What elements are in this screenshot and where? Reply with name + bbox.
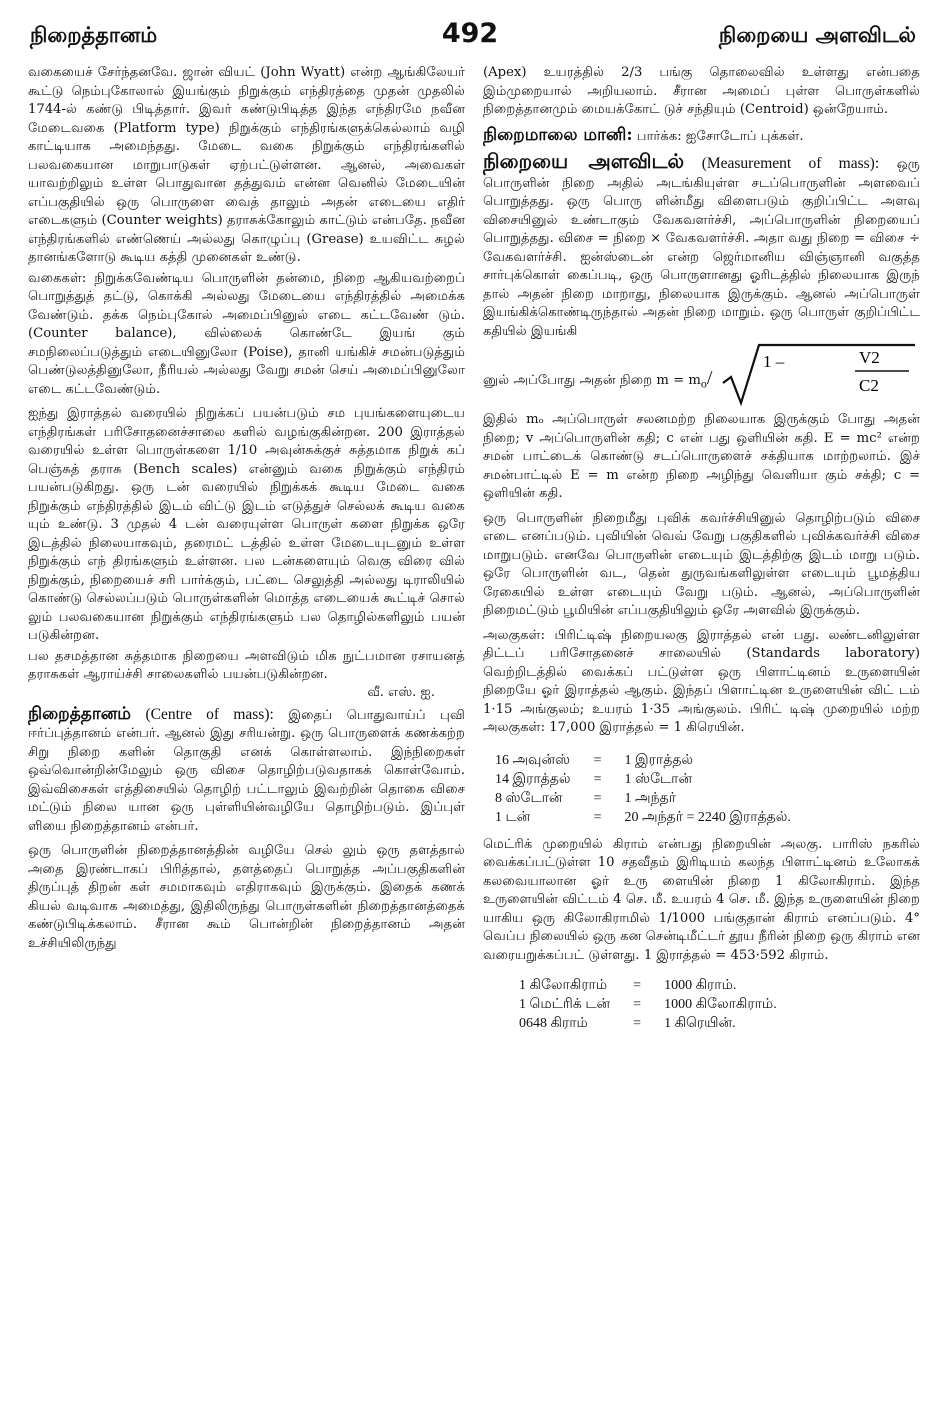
formula-slash: / bbox=[706, 367, 713, 389]
left-paragraph-6: ஒரு பொருளின் நிறைத்தானத்தின் வழியே செல் லும் ஒரு தளத்தால் அதை இரண்டாகப் பிரித்தால், தளத்தைப் பொறுத்த அப்பகுதிகளின் திருப்புத் திறன் கள் சமமாகவும் எதிராகவும் இருக்கும். இதைக் கணக் கியல் வடிவாக அமைத்து, இதிலிருந்து பொருள்களின் நிறைத்தானத்தைக் கண்டுபிடிக்கலாம். சீரான கூம் பொன்றின் நிறைத்தானம் அதன் உச்சியிலிருந்து bbox=[28, 843, 465, 951]
right-column bbox=[483, 64, 920, 1409]
equals-sign: = bbox=[633, 997, 642, 1012]
table-row bbox=[495, 790, 799, 809]
relativistic-mass-formula bbox=[483, 343, 920, 409]
left-paragraph-1: வகையைச் சேர்ந்தனவே. ஜான் வியட் (John Wyatt) என்ற ஆங்கிலேயர் கூட்டு நெம்புகோலால் இயங்கும் நிறுக்கும் எந்திரத்தை முதன் முதலில் 1744-ல் கண்டு பிடித்தார். இவர் கண்டுபிடித்த இந்த எந்திரமே நவீன மேடைவகை (Platform type) நிறுக்கும் எந்திரங்களுக்கெல்லாம் வழி காட்டியாக அமைந்தது. மேடை வகை நிறுக்கும் எந்திரங்களில் பலவகையான மாறுபாடுகள் ஏற்பட்டுள்ளன. ஆனல், அவைகள் யாவற்றிலும் உள்ள பொதுவான தத்துவம் என்ன வெனில் மேடையின் எப்பகுதியில் ஒரு பொருளை வைத் தாலும் அதன் எடையை எதிர் எடைகளும் (Counter weights) தராசுக்கோலும் காட்டும் என்பதே. நவீன எந்திரங்களில் எண்ணெய் அல்லது கொழுப்பு (Grease) உயவிட்ட சுழல் தானங்களோடு கூடிய கத்தி முனைகள் உண்டு. bbox=[28, 65, 465, 265]
unit-left: 16 அவுன்ஸ் bbox=[495, 752, 571, 768]
right-paragraph-units: அலகுகள்: பிரிட்டிஷ் நிறையலகு இராத்தல் என் பது. லண்டனிலுள்ள திட்டப் பரிசோதனைச் சாலையில் (Standards laboratory) வெற்றிடத்தில் வைக்கப் பட்டுள்ள ஒரு பிளாட்டினம் உருளையின் நிறையே ஓர் இராத்தல் ஆகும். இந்தப் பிளாட்டின உருளையின் விட் டம் 1·15 அங்குலம்; உயரம் 1·35 அங்குலம். பிரிட் டிஷ் முறையில் மற்ற அலகுகள்: 17,000 இராத்தல் = 1 கிரெயின். bbox=[483, 627, 920, 735]
formula-denominator: C2 bbox=[859, 376, 879, 395]
unit-left: 1 டன் bbox=[495, 809, 531, 825]
unit-right: 1000 கிலோகிராம். bbox=[664, 997, 777, 1012]
left-paragraph-2: வகைகள்: நிறுக்கவேண்டிய பொருளின் தன்மை, நிறை ஆகியவற்றைப் பொறுத்துத் தட்டு, கொக்கி அல்லது மேடையை எந்திரத்தில் அமைக்க வேண்டும். தக்க நெம்புகோல் அமைப்பினுல் எடை கட்டவேண் டும். (Counter balance), வில்லைக் கொண்டே இயங் கும் சமநிலைப்படுத்தும் எடையினுலோ (Poise), தானி யங்கிச் சமன்படுத்தும் பெண்டுலத்தினுலோ, நீரியல் அல்லது வேறு சமன் செய் அமைப்பினுலோ எடை கட்டவேண்டும். bbox=[28, 270, 465, 397]
section-mass-spectrometer bbox=[483, 126, 920, 147]
header-left-title: நிறைத்தானம் bbox=[30, 22, 158, 47]
table-row bbox=[519, 996, 785, 1015]
unit-right: 1000 கிராம். bbox=[664, 978, 737, 993]
table-row bbox=[495, 771, 799, 790]
section-measurement-of-mass bbox=[483, 149, 920, 341]
right-paragraph-weight: ஒரு பொருளின் நிறைமீது புவிக் கவர்ச்சியினுல் தொழிற்படும் விசை எடை எனப்படும். புவியின் வெவ் வேறு பகுதிகளில் புவிக்கவர்ச்சி விசை மாறுபடும். எனவே பொருளின் எடையும் இடத்திற்கு இடம் மாறு படும். ஒரே பொருளின் வட, தென் துருவங்களிலுள்ள எடையும் பூமத்திய ரேகையில் உள்ள எடையும் வேறு படும். ஆனல், அப்பொருளின் நிறைமட்டும் பூமியின் எப்பகுதியிலும் ஒரே அளவில் இருக்கும். bbox=[483, 510, 920, 618]
section-heading: நிறைமாலை மானி: bbox=[483, 124, 633, 145]
equals-sign: = bbox=[593, 771, 602, 787]
section-heading: நிறையை அளவிடல் bbox=[483, 149, 685, 173]
section-heading-english: (Centre of mass): bbox=[145, 705, 274, 723]
section-body: ஒரு பொருளின் நிறை அதில் அடங்கியுள்ள சடப்பொருளின் அளவைப் பொறுத்தது. ஒரு பொரு ளின்மீது விளைபடும் குறிப்பிட்ட அளவு விசையினுல் உண்டாகும் வேகவளர்ச்சி, அப்பொருளின் நிறையைப் பொறுத்தது. விசை = நிறை × வேகவளர்ச்சி. அதா வது நிறை = விசை ÷ வேகவளர்ச்சி. ஐன்ஸ்டைன் என்ற ஜெர்மானிய விஞ்ஞானி வகுத்த சார்புக்கொள் கைப்படி, ஒரு பொருளானது ஓரிடத்தில் நிலையாக இருந் தால் அதன் நிறை மாறாது, நிலையாக இருக்கும். ஆனல் அப்பொருள் இயங்கிக்கொண்டிருந்தால் அதன் நிறை மாறும். ஒரு பொருள் குறிப்பிட்ட கதியில் இயங்கி bbox=[483, 157, 920, 339]
equals-sign: = bbox=[633, 1016, 642, 1031]
equals-sign: = bbox=[633, 978, 642, 993]
table-row bbox=[495, 809, 799, 828]
table-row bbox=[519, 977, 785, 996]
left-paragraph-4: பல தசமத்தான சுத்தமாக நிறையை அளவிடும் மிக நுட்பமான ரசாயனத் தராசுகள் ஆராய்ச்சி சாலைகளில் பயன்படுகின்றன. bbox=[28, 648, 465, 682]
formula-numerator: V2 bbox=[859, 348, 880, 367]
unit-left: 8 ஸ்டோன் bbox=[495, 790, 563, 806]
unit-left: 14 இராத்தல் bbox=[495, 771, 571, 787]
radical-sign bbox=[723, 345, 915, 403]
header-right-title: நிறையை அளவிடல் bbox=[718, 22, 916, 47]
unit-right: 1 கிரெயின். bbox=[664, 1016, 736, 1031]
square-root-fraction bbox=[719, 343, 919, 409]
section-body: இதைப் பொதுவாய்ப் புவி ஈர்ப்புத்தானம் என்பர். ஆனல் இது சரியன்று. ஒரு பொருளைக் கணக்கற்ற சிறு நிறை களின் தொகுதி எனக் கொள்ளலாம். இந்நிறைகள் ஒவ்வொன்றின்மேலும் ஒரு விசை தொழிற்படுவதாகக் கொள்வோம். இவ்விசைகள் எத்திசையில் தொழிற் பட்டாலும் இவற்றின் தொகை விசை மட்டும் நிலை யான ஒரு புள்ளியின்வழியே தொழிற்படும். இப்புள் ளியை நிறைத்தானம் என்பர். bbox=[28, 707, 465, 834]
unit-left: 1 கிலோகிராம் bbox=[519, 978, 608, 993]
unit-left: 1 மெட்ரிக் டன் bbox=[519, 997, 611, 1012]
formula-prefix: னுல் அப்போது அதன் நிறை m = m bbox=[483, 373, 701, 388]
unit-right: 1 இராத்தல் bbox=[624, 752, 694, 768]
formula-one-minus: 1 – bbox=[763, 352, 785, 371]
table-row bbox=[495, 752, 799, 771]
section-centre-of-mass bbox=[28, 705, 465, 837]
right-paragraph-metric: மெட்ரிக் முறையில் கிராம் என்பது நிறையின் அலகு. பாரிஸ் நகரில் வைக்கப்பட்டுள்ள 10 சதவீதம் இரிடியம் கலந்த பிளாட்டினம் உலோகக் கலவையாலான ஓர் உரு ளையின் நிறை 1 கிலோகிராம். இந்த உருளையின் விட்டம் 4 செ. மீ. உயரம் 4 செ. மீ. இந்த உருளையின் நிறை யாகிய ஒரு கிலோகிராமில் 1/1000 பங்குதான் கிராம் எனப்படும். 4° வெப்ப நிலையில் ஒரு கன சென்டிமீட்டர் தூய நீரின் நிறை ஒரு கிராம் என வரையறுக்கப்பட் டுள்ளது. 1 இராத்தல் = 453·592 கிராம். bbox=[483, 836, 920, 963]
author-signature: வீ. எஸ். ஐ. bbox=[367, 684, 435, 700]
equals-sign: = bbox=[593, 790, 602, 806]
table-row bbox=[519, 1015, 785, 1034]
formula-subscript: o bbox=[700, 376, 707, 391]
section-heading-english: (Measurement of mass): bbox=[701, 155, 880, 172]
section-body: பார்க்க: ஐசோடோப் புக்கள். bbox=[636, 128, 804, 144]
page-number: 492 bbox=[441, 18, 499, 49]
unit-right: 20 அந்தர் = 2240 இராத்தல். bbox=[624, 809, 791, 825]
right-paragraph-1: (Apex) உயரத்தில் 2/3 பங்கு தொலைவில் உள்ளது என்பதை இம்முறையால் அறியலாம். சீரான அமைப் புள்ள பொருள்களில் நிறைத்தானமும் மையக்கோட் டுச் சந்தியும் (Centroid) ஒன்றேயாம். bbox=[483, 65, 920, 117]
equals-sign: = bbox=[593, 809, 602, 825]
right-paragraph-formula-explain: இதில் mₒ அப்பொருள் சலனமற்ற நிலையாக இருக்கும் போது அதன் நிறை; v அப்பொருளின் கதி; c என் பது ஒளியின் கதி. E = mc² என்ற சமன் பாட்டைக் கொண்டு சடப்பொருளைச் சக்தியாக மாற்றலாம். இச் சமன்பாட்டில் E = m என்ற நிறை அழிந்து வெளியா கும் சக்தி; c = ஒளியின் கதி. bbox=[483, 412, 920, 501]
unit-right: 1 ஸ்டோன் bbox=[624, 771, 693, 787]
unit-left: 0648 கிராம் bbox=[519, 1016, 588, 1031]
equals-sign: = bbox=[593, 752, 602, 768]
unit-right: 1 அந்தர் bbox=[624, 790, 677, 806]
running-header bbox=[0, 0, 940, 58]
left-column bbox=[28, 64, 465, 1409]
british-units-table bbox=[495, 752, 799, 828]
left-paragraph-3: ஐந்து இராத்தல் வரையில் நிறுக்கப் பயன்படும் சம புயங்களையுடைய எந்திரங்கள் பரிசோதனைச்சாலை களில் வழங்குகின்றன. 200 இராத்தல் வரையில் உள்ள பொருள்களை 1/10 அவுன்சுக்குச் சுத்தமாக நிறுக் கப் பெஞ்சுத் தராசு (Bench scales) என்னும் வகை நிறுக்கும் எந்திரம் பயன்படுகிறது. ஒரு டன் வரையில் நிறுக்கக் கூடிய மேடை வகை நிறுக்கும் எந்திரத்தில் இடம் விட்டு இடம் எடுத்துச் செல்லக் கூடிய வகை யும் உண்டு. 3 முதல் 4 டன் வரையுள்ள பொருள் களை நிறுக்க ஒரே இடத்தில் நிலையாகவும், தரைமட் டத்தில் உள்ள மேடையுடனும் உள்ள நிறுக்கும் எந் திரங்களும் உள்ளன. பல டன்களையும் வெகு விரை வில் நிறுக்கும், நிறையைச் சரி பார்க்கும், பட்டை செலுத்தி அல்லது டிராலியில் கொண்டு செல்லப்படும் பொருள்களின் மொத்த எடையைக் கூட்டிச் சொல் லும் பலவகையான நிறுக்கும் எந்திரங்களும் பல தொழில்களிலும் பயன் படுகின்றன. bbox=[28, 406, 465, 643]
section-heading: நிறைத்தானம் bbox=[28, 703, 131, 724]
metric-units-table bbox=[519, 977, 785, 1034]
